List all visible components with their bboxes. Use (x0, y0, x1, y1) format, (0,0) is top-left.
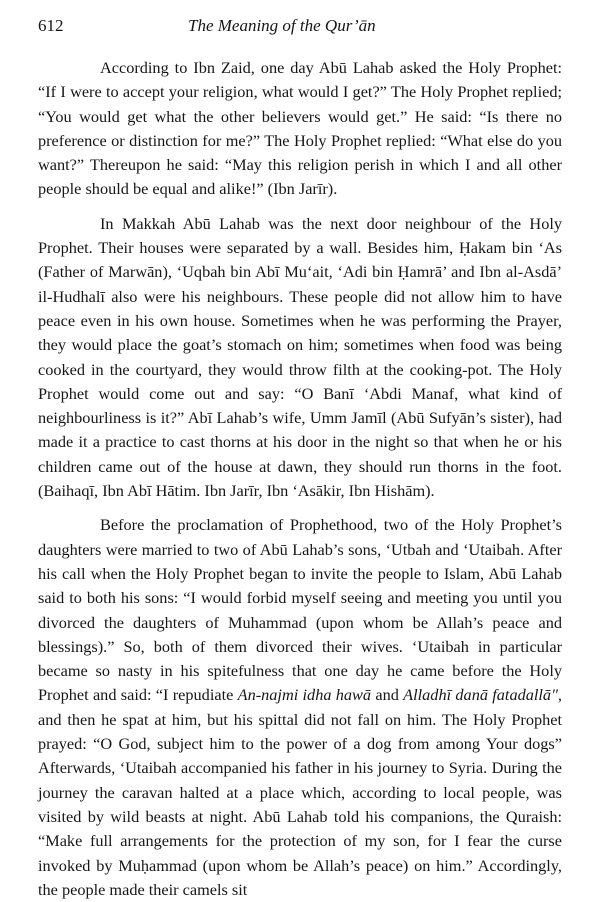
paragraph (38, 212, 562, 504)
text-segment: Before the proclamation of Prophethood, two of the Holy Prophet’s daughters were married to two of Abū Lahab’s sons, ‘Utbah and ‘Utaibah. After his call when the Holy Prophet began to invite the people to Islam, Abū Lahab said to both his sons: “I would forbid myself seeing and meeting you until you divorced the daughters of Muhammad (upon whom be Allah’s peace and blessings).” So, both of them divorced their wives. ‘Utaibah in particular became so nasty in his spitefulness that one day he came before the Holy Prophet and said: “I repudiate (38, 515, 562, 705)
text-segment: According to Ibn Zaid, one day Abū Lahab asked the Holy Prophet: “If I were to accept your religion, what would I get?” The Holy Prophet replied; “You would get what the other believers would get.” He said: “Is there no preference or distinction for me?” The Holy Prophet replied: “What else do you want?” Thereupon he said: “May this religion perish in which I and all other people should be equal and alike!” (Ibn Jarīr). (38, 58, 562, 199)
italic-quote: Alladhī danā fatadallā", (403, 685, 562, 705)
page-number: 612 (38, 16, 64, 35)
text-segment: In Makkah Abū Lahab was the next door neighbour of the Holy Prophet. Their houses were separated by a wall. Besides him, Ḥakam bin ‘As (Father of Marwān), ‘Uqbah bin Abī Mu‘ait, ‘Adi bin Ḥamrā’ and Ibn al-Asdā’ il-Hudhalī also were his neighbours. These people did not allow him to have peace even in his own house. Sometimes when he was performing the Prayer, they would place the goat’s stomach on him; sometimes when food was being cooked in the courtyard, they would throw filth at the cooking-pot. The Holy Prophet would come out and say: “O Banī ‘Abdi Manaf, what kind of neighbourliness is it?” Abī Lahab’s wife, Umm Jamīl (Abū Sufyān’s sister), had made it a practice to cast thorns at his door in the night so that when he or his children came out of the house at dawn, they should run thorns in the foot. (Baihaqī, Ibn Abī Hātim. Ibn Jarīr, Ibn ‘Asākir, Ibn Hishām). (38, 213, 562, 501)
text-segment: and (371, 685, 404, 705)
text-segment: and then he spat at him, but his spittal did not fall on him. The Holy Prophet prayed: “O God, subject him to the power of a dog from among Your dogs” Afterwards, ‘Utaibah accompanied his father in his journey to Syria. During the journey the caravan halted at a place which, according to local people, was visited by wild beasts at night. Abū Lahab told his companions, the Quraish: “Make full arrangements for the protection of my son, for I fear the curse invoked by Muḥammad (upon whom be Allah’s peace) on him.” Accordingly, the people made their camels sit (38, 709, 562, 899)
paragraph (38, 513, 562, 902)
page-header (38, 16, 562, 42)
page-body (38, 56, 562, 902)
italic-quote: An-najmi idha hawā (237, 685, 372, 705)
running-title: The Meaning of the Qur’ān (188, 16, 376, 35)
book-page (38, 16, 562, 902)
paragraph (38, 56, 562, 202)
